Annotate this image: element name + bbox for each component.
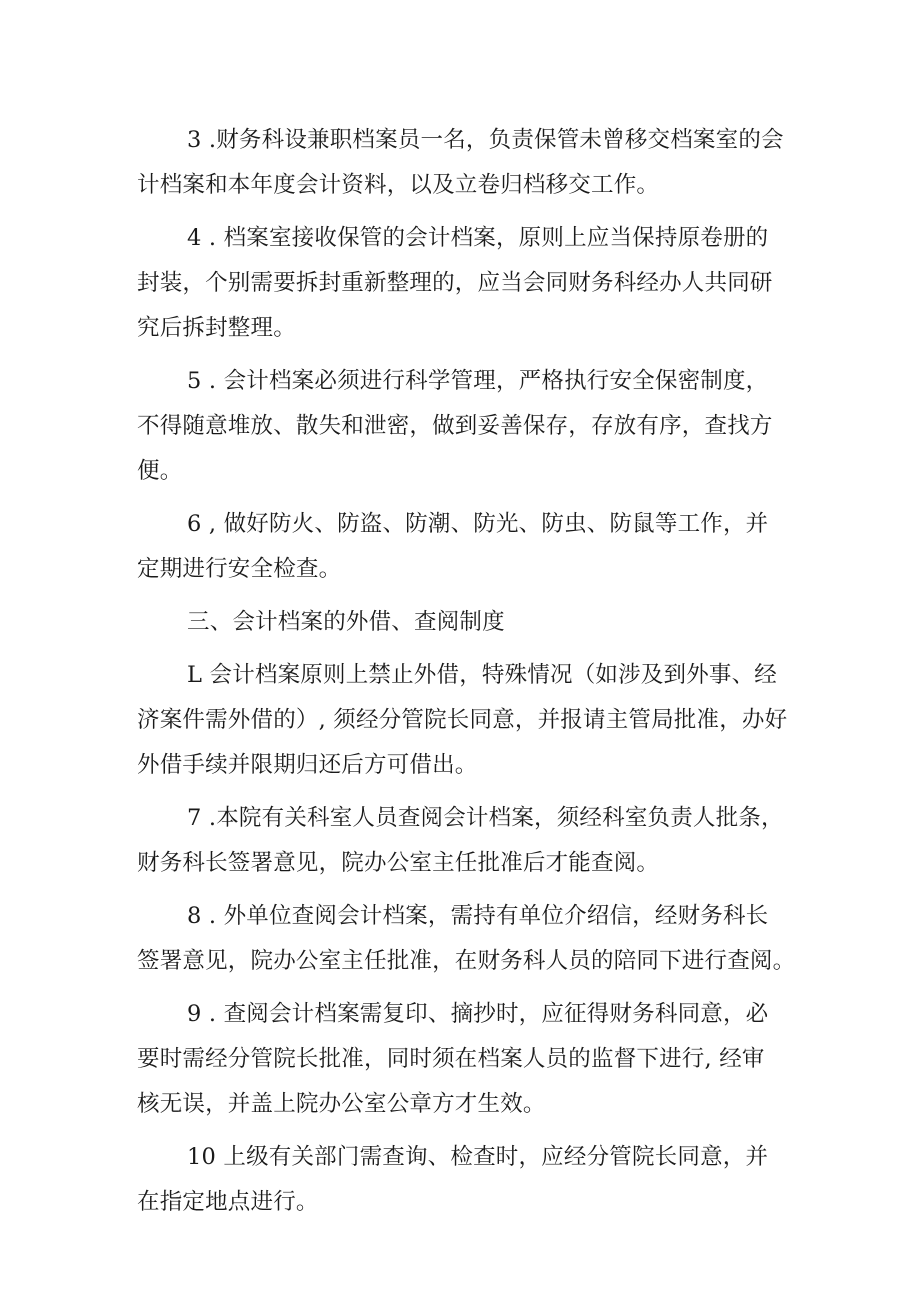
- paragraph-line: 10 上级有关部门需查询、检查时，应经分管院长同意，并: [187, 1144, 769, 1170]
- paragraph-line: 定期进行安全检查。: [137, 556, 342, 582]
- document-body: [137, 118, 812, 1233]
- paragraph-line: 6 , 做好防火、防盗、防潮、防光、防虫、防鼠等工作，并: [187, 511, 769, 537]
- paragraph-6: [137, 502, 812, 592]
- paragraph-line: 济案件需外借的）, 须经分管院长同意，并报请主管局批准，办好: [137, 707, 788, 733]
- paragraph-line: 外借手续并限期归还后方可借出。: [137, 752, 478, 778]
- paragraph-line: 计档案和本年度会计资料，以及立卷归档移交工作。: [137, 172, 660, 198]
- paragraph-7: [137, 796, 812, 886]
- paragraph-10: [137, 1135, 812, 1225]
- paragraph-3: [137, 118, 812, 208]
- paragraph-line: 不得随意堆放、散失和泄密，做到妥善保存，存放有序，查找方: [137, 413, 773, 439]
- paragraph-line: 封装，个别需要拆封重新整理的，应当会同财务科经办人共同研: [137, 270, 773, 296]
- paragraph-line: 核无误，并盖上院办公室公章方才生效。: [137, 1091, 546, 1117]
- paragraph-line: 财务科长签署意见，院办公室主任批准后才能查阅。: [137, 850, 660, 876]
- paragraph-line: 5 . 会计档案必须进行科学管理，严格执行安全保密制度，: [187, 368, 769, 394]
- paragraph-line: 要时需经分管院长批准，同时须在档案人员的监督下进行, 经审: [137, 1046, 765, 1072]
- paragraph-line: 4 . 档案室接收保管的会计档案，原则上应当保持原卷册的: [187, 225, 769, 251]
- paragraph-line: 8 . 外单位查阅会计档案，需持有单位介绍信，经财务科长: [187, 903, 769, 929]
- paragraph-line: 9 . 查阅会计档案需复印、摘抄时，应征得财务科同意，必: [187, 1001, 769, 1027]
- paragraph-5: [137, 359, 812, 494]
- paragraph-8: [137, 894, 812, 984]
- paragraph-line: 究后拆封整理。: [137, 315, 296, 341]
- paragraph-line: L 会计档案原则上禁止外借，特殊情况（如涉及到外事、经: [187, 662, 777, 688]
- paragraph-line: 3 .财务科设兼职档案员一名，负责保管未曾移交档案室的会: [187, 127, 784, 153]
- paragraph-l: [137, 653, 812, 788]
- paragraph-line: 在指定地点进行。: [137, 1189, 319, 1215]
- paragraph-4: [137, 216, 812, 351]
- paragraph-line: 签署意见，院办公室主任批准，在财务科人员的陪同下进行查阅。: [137, 948, 796, 974]
- paragraph-line: 7 .本院有关科室人员查阅会计档案，须经科室负责人批条，: [187, 805, 784, 831]
- paragraph-9: [137, 992, 812, 1127]
- section-heading-text: 三、会计档案的外借、查阅制度: [187, 609, 505, 635]
- paragraph-line: 便。: [137, 458, 183, 484]
- section-heading: [137, 600, 812, 645]
